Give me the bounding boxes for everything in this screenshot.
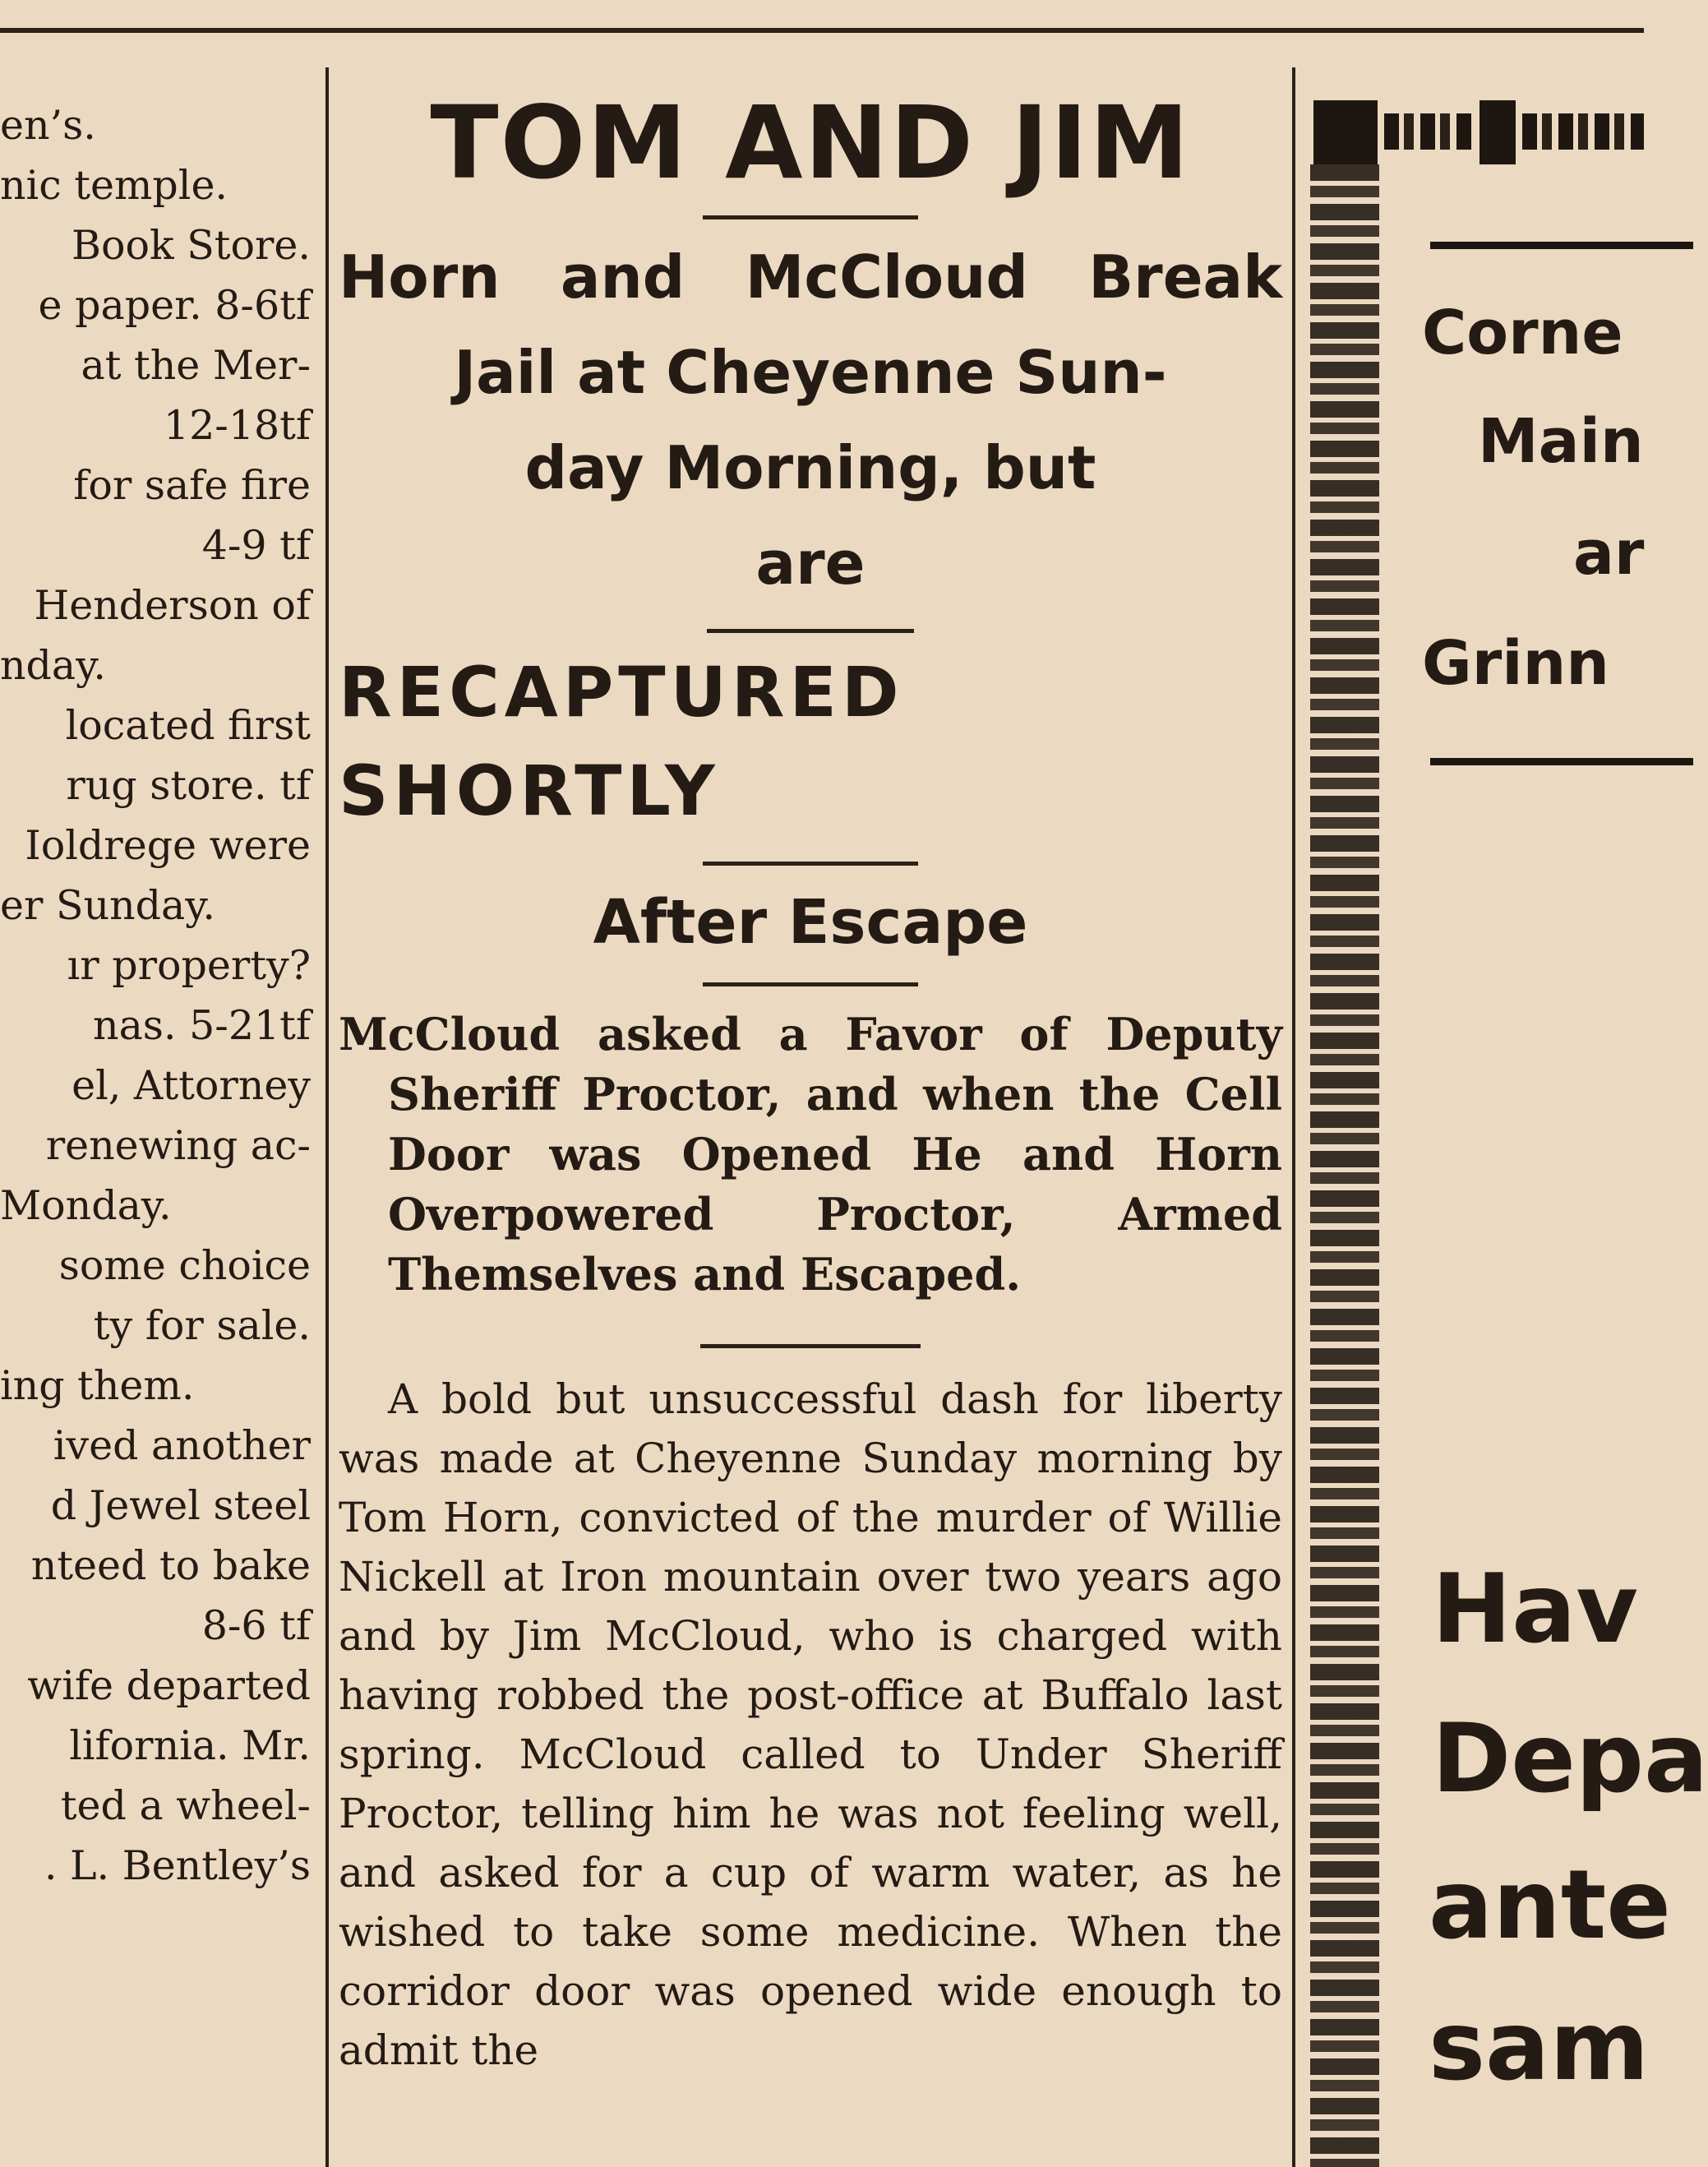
- ornament-square-icon: [1313, 100, 1378, 164]
- deck-one-line: day Morning, but: [524, 433, 1096, 502]
- left-column-line: at the Mer-: [81, 342, 311, 389]
- ad-line: Grinn: [1422, 628, 1609, 699]
- left-column-line: ived another: [53, 1422, 311, 1469]
- left-column-line: en’s.: [0, 102, 96, 149]
- ad-big-line: ante: [1429, 1850, 1671, 1961]
- column-rule-left: [325, 67, 329, 2167]
- big-deck: RECAPTURED SHORTLY: [339, 652, 904, 831]
- left-column-line: ty for sale.: [93, 1302, 311, 1349]
- left-column-line: er Sunday.: [0, 882, 216, 929]
- ad-rule: [1430, 758, 1693, 765]
- deck-three: McCloud asked a Favor of Deputy Sheriff Proctor, and when the Cell Door was Opened He and Horn Overpowered Proctor, Armed Themselves and Escaped.: [339, 1008, 1282, 1301]
- left-column-line: e paper. 8-6tf: [38, 282, 311, 329]
- deck-one: [339, 229, 1282, 611]
- ad-big-line: sam: [1429, 1991, 1650, 2102]
- left-column-line: nday.: [0, 642, 106, 689]
- article-body: A bold but unsuccessful dash for liberty was made at Cheyenne Sunday morning by Tom Horn, convicted of the murder of Willie Nickell at Iron mountain over two years ago and by Jim McCloud, who is charged with having robbed the post-office at Buffalo last spring. McCloud called to Under Sheriff Proctor, telling him he was not feeling well, and asked for a cup of warm water, as he wished to take some medicine. When the corridor door was opened wide enough to admit the: [339, 1375, 1282, 2074]
- left-column-line: some choice: [58, 1242, 311, 1289]
- left-column-line: nic temple.: [0, 162, 229, 209]
- deck-one-line: Horn and McCloud Break: [339, 243, 1282, 312]
- article: [339, 82, 1282, 2080]
- left-column-line: lifornia. Mr.: [69, 1722, 311, 1769]
- left-column-line: nas. 5-21tf: [93, 1002, 311, 1049]
- left-column-line: ted a wheel-: [60, 1782, 311, 1829]
- right-column-ad: [1397, 0, 1708, 2167]
- left-column-line: for safe fire: [73, 462, 311, 509]
- deck-two: After Escape: [593, 887, 1028, 958]
- ad-line: Main: [1478, 406, 1644, 477]
- ad-line: ar: [1573, 518, 1645, 589]
- ornament-border-left: [1310, 164, 1379, 2167]
- left-column-line: rug store. tf: [66, 762, 311, 809]
- left-column-line: Henderson of: [34, 582, 311, 629]
- left-column-line: Ioldrege were: [25, 822, 311, 869]
- left-column-line: ır property?: [67, 942, 311, 989]
- left-column-line: Book Store.: [71, 222, 311, 269]
- left-column-line: nteed to bake: [30, 1542, 311, 1589]
- column-rule-right: [1292, 67, 1295, 2167]
- left-column-line: renewing ac-: [45, 1122, 311, 1169]
- ad-big-line: Hav: [1432, 1554, 1638, 1665]
- headline: TOM AND JIM: [430, 85, 1191, 201]
- left-column-line: el, Attorney: [72, 1062, 311, 1109]
- left-column-line: 8-6 tf: [201, 1602, 311, 1649]
- ad-rule: [1430, 242, 1693, 249]
- left-column-line: 4-9 tf: [201, 522, 311, 569]
- left-column-line: located first: [65, 702, 311, 749]
- deck-one-line: are: [755, 529, 866, 598]
- left-column-line: ing them.: [0, 1362, 195, 1409]
- ad-big-line: Depa: [1432, 1703, 1708, 1814]
- left-column-text: [0, 95, 319, 1896]
- ad-line: Corne: [1422, 298, 1623, 368]
- left-column-line: wife departed: [27, 1662, 311, 1709]
- left-column-line: . L. Bentley’s: [44, 1842, 311, 1889]
- left-column-line: Monday.: [0, 1182, 172, 1229]
- deck-one-line: Jail at Cheyenne Sun-: [454, 338, 1167, 407]
- left-column-line: d Jewel steel: [50, 1482, 311, 1529]
- left-column-line: 12-18tf: [163, 402, 311, 449]
